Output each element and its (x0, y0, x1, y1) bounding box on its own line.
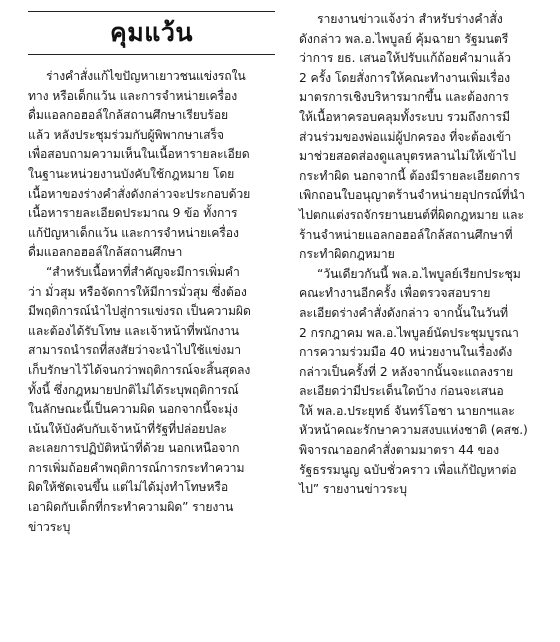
text-line: ทั้งนี้ ซึ่งกฎหมายปกติไม่ได้ระบุพฤติการณ์ (28, 382, 239, 397)
text-line: รัฐธรรมนูญ ฉบับชั่วคราว เพื่อแก้ปัญหาต่อ (299, 462, 517, 477)
text-line: มาช่วยสอดส่องดูแลบุตรหลานไม่ให้เข้าไป (299, 149, 516, 164)
text-line: พิจารณาออกคำสั่งตามมาตรา 44 ของ (299, 443, 500, 458)
text-line: เก็บรักษาไว้ได้จนกว่าพฤติการณ์จะสิ้นสุดลง (28, 362, 251, 377)
right-paragraph-1 (299, 10, 549, 265)
text-line: ส่วนร่วมของพ่อแม่ผู้ปกครอง ที่จะต้องเข้า (299, 129, 512, 144)
left-column (28, 0, 275, 537)
text-line: 2 ครั้ง โดยสั่งการให้คณะทำงานเพิ่มเรื่อง (299, 70, 511, 85)
text-line: 2 กรกฎาคม พล.อ.ไพบูลย์นัดประชุมบูรณา (299, 325, 519, 340)
left-paragraph-1 (28, 67, 275, 263)
text-line: “วันเดียวกันนี้ พล.อ.ไพบูลย์เรียกประชุม (317, 266, 521, 281)
text-line: มีพฤติการณ์นำไปสู่การแข่งรถ เป็นความผิด (28, 304, 251, 319)
text-line: ให้เนื้อหาครอบคลุมทั้งระบบ รวมถึงการมี (299, 109, 510, 124)
text-line: ผิดให้ชัดเจนขึ้น แต่ไม่ได้มุ่งทำโทษหรือ (28, 480, 229, 495)
text-line: เพิกถอนใบอนุญาตร้านจำหน่ายอุปกรณ์ที่นำ (299, 188, 525, 203)
text-line: ในลักษณะนี้เป็นความผิด นอกจากนี้จะมุ่ง (28, 402, 238, 417)
text-line: หัวหน้าคณะรักษาความสงบแห่งชาติ (คสช.) (299, 423, 528, 438)
text-line: ดื่มแอลกอฮอล์ใกล้สถานศึกษาเรียบร้อย (28, 108, 229, 123)
text-line: ละเลยการปฏิบัติหน้าที่ด้วย นอกเหนือจาก (28, 441, 240, 456)
text-line: ให้ พล.อ.ประยุทธ์ จันทร์โอชา นายกฯและ (299, 403, 515, 418)
text-line: ละเอียดร่างคำสั่งดังกล่าว จากนั้นในวันที่ (299, 305, 509, 320)
text-line: “สำหรับเนื้อหาที่สำคัญจะมีการเพิ่มคำ (46, 264, 240, 279)
text-line: ไปตกแต่งรถจักรยานยนต์ที่ผิดกฎหมาย และ (299, 207, 524, 222)
text-line: แก้ปัญหาเด็กแว้น และการจำหน่ายเครื่อง (28, 225, 239, 240)
right-column (299, 10, 549, 500)
text-line: แล้ว หลังประชุมร่วมกับผู้พิพากษาเสร็จ (28, 127, 224, 142)
text-line: ร่างคำสั่งแก้ไขปัญหาเยาวชนแข่งรถใน (46, 69, 246, 83)
text-line: คณะทำงานอีกครั้ง เพื่อตรวจสอบราย (299, 286, 491, 301)
text-line: ไป” รายงานข่าวระบุ (299, 482, 407, 497)
text-line: และต้องได้รับโทษ และเจ้าหน้าที่พนักงาน (28, 323, 240, 338)
text-line: ดื่มแอลกอฮอล์ใกล้สถานศึกษา (28, 245, 183, 260)
right-paragraph-2 (299, 265, 549, 500)
text-line: เพื่อสอบถามความเห็นในเนื้อหารายละเอียด (28, 147, 250, 162)
text-line: ดังกล่าว พล.อ.ไพบูลย์ คุ้มฉายา รัฐมนตรี (299, 31, 509, 46)
text-line: รายงานข่าวแจ้งว่า สำหรับร่างคำสั่ง (317, 12, 503, 26)
left-paragraph-2 (28, 263, 275, 537)
text-line: เน้นให้บังคับกับเจ้าหน้าที่รัฐที่ปล่อยปละ (28, 421, 227, 436)
text-line: สามารถนำรถที่สงสัยว่าจะนำไปใช้แข่งมา (28, 343, 242, 358)
text-line: มาตรการเชิงบริหารมากขึ้น และต้องการ (299, 90, 509, 105)
text-line: ร้านจำหน่ายแอลกอฮอล์ใกล้สถานศึกษาที่ (299, 227, 513, 242)
heading-box (28, 12, 275, 54)
text-line: ทาง หรือเด็กแว้น และการจำหน่ายเครื่อง (28, 88, 238, 103)
text-line: ในฐานะหน่วยงานบังคับใช้กฎหมาย โดย (28, 166, 235, 181)
text-line: ข่าวระบุ (28, 519, 71, 534)
text-line: กระทำผิด นอกจากนี้ ต้องมีรายละเอียดการ (299, 168, 520, 183)
text-line: กล่าวเป็นครั้งที่ 2 หลังจากนั้นจะแถลงราย (299, 364, 514, 379)
text-line: เนื้อหาของร่างคำสั่งดังกล่าวจะประกอบด้วย (28, 186, 251, 201)
text-line: การเพิ่มถ้อยคำพฤติการณ์การกระทำความ (28, 460, 245, 475)
heading-bottom-rule (28, 54, 275, 55)
text-line: เอาผิดกับเด็กที่กระทำความผิด” รายงาน (28, 500, 234, 515)
text-line: ละเอียดว่ามีประเด็นใดบ้าง ก่อนจะเสนอ (299, 384, 504, 399)
article-heading: คุมแว้น (110, 18, 193, 47)
text-line: กระทำผิดกฎหมาย (299, 247, 395, 262)
text-line: การความร่วมมือ 40 หน่วยงานในเรื่องดัง (299, 345, 513, 360)
text-line: ว่า มั่วสุม หรือจัดการให้มีการมั่วสุม ซึ่งต้อง (28, 284, 247, 299)
text-line: ว่าการ ยธ. เสนอให้ปรับแก้ถ้อยคำมาแล้ว (299, 51, 511, 66)
text-line: เนื้อหารายละเอียดประมาณ 9 ข้อ ทั้งการ (28, 206, 238, 221)
